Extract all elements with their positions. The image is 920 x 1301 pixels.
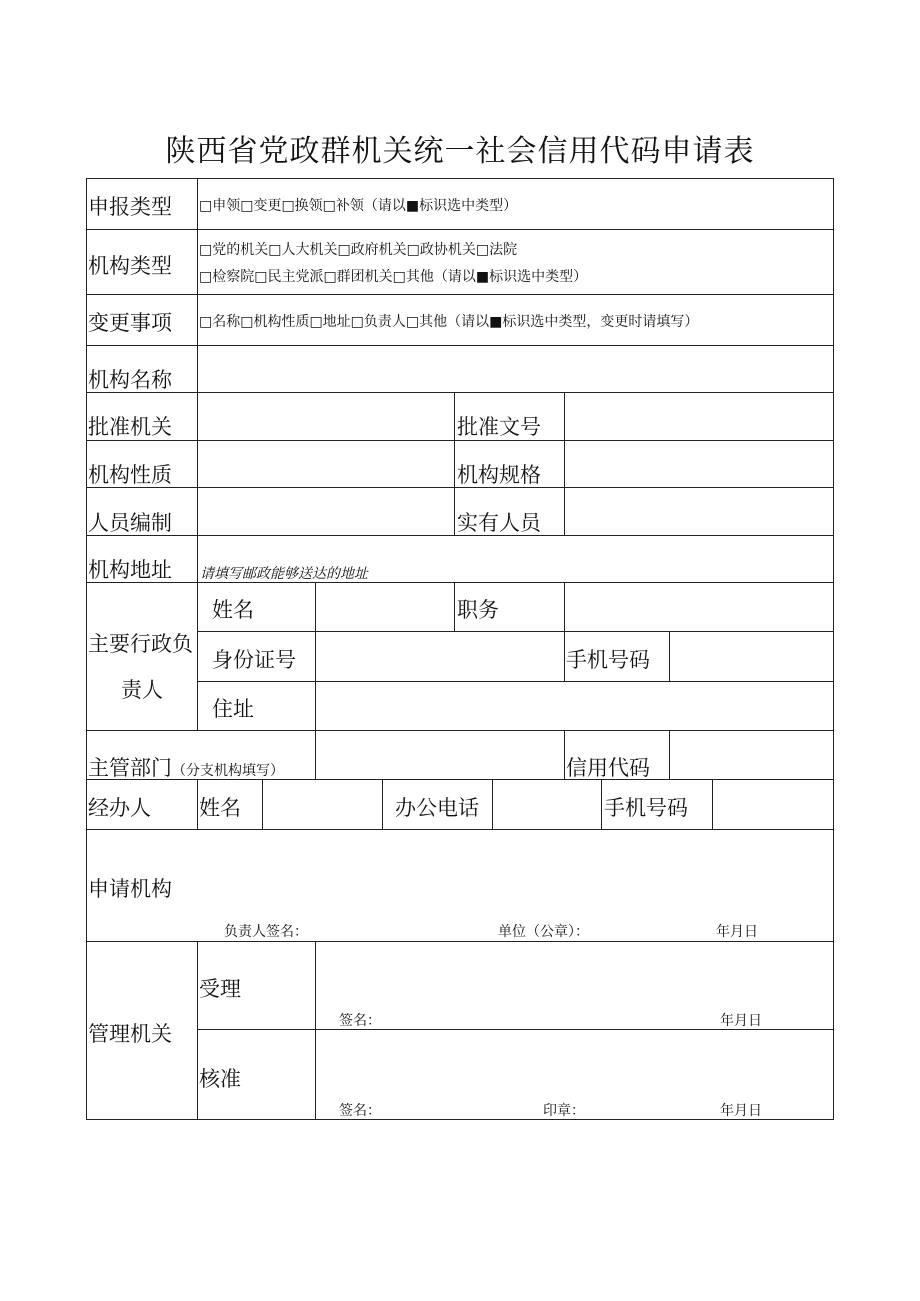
change-items-options[interactable]: □名称□机构性质□地址□负责人□其他（请以■标识选中类型，变更时请填写） bbox=[199, 314, 699, 330]
org-type-options-line2[interactable]: □检察院□民主党派□群团机关□其他（请以■标识选中类型） bbox=[199, 269, 588, 285]
accept-sign: 签名： bbox=[339, 1013, 381, 1029]
org-type-options-line1[interactable]: □党的机关□人大机关□政府机关□政协机关□法院 bbox=[199, 242, 518, 258]
admin-head-id-label: 身份证号 bbox=[212, 648, 296, 672]
management-label: 管理机关 bbox=[88, 1022, 172, 1046]
col-border bbox=[669, 631, 670, 681]
approve-label: 核准 bbox=[199, 1067, 241, 1091]
admin-head-mobile-label: 手机号码 bbox=[566, 648, 650, 672]
col-border bbox=[669, 730, 670, 779]
row-border bbox=[86, 345, 834, 346]
approval-doc-field[interactable] bbox=[566, 394, 831, 438]
row-border bbox=[86, 941, 834, 942]
admin-head-position-label: 职务 bbox=[457, 598, 499, 622]
handler-label: 经办人 bbox=[88, 796, 151, 820]
admin-head-address-label: 住址 bbox=[212, 697, 254, 721]
row-border bbox=[86, 229, 834, 230]
org-nature-label: 机构性质 bbox=[88, 463, 172, 487]
applicant-date: 年月日 bbox=[716, 924, 758, 940]
org-nature-field[interactable] bbox=[199, 442, 452, 485]
supervisor-label-group bbox=[88, 752, 284, 782]
row-border bbox=[86, 730, 834, 731]
applicant-label: 申请机构 bbox=[88, 877, 172, 901]
row-border bbox=[86, 178, 834, 179]
col-border bbox=[712, 779, 713, 829]
admin-head-name-field[interactable] bbox=[317, 584, 452, 629]
col-border bbox=[492, 779, 493, 829]
admin-head-name-label: 姓名 bbox=[212, 598, 254, 622]
admin-head-label-line1: 主要行政负 bbox=[88, 632, 193, 656]
staffing-field[interactable] bbox=[199, 489, 452, 533]
row-border bbox=[86, 582, 834, 583]
handler-office-phone-label: 办公电话 bbox=[395, 796, 479, 820]
col-border bbox=[564, 392, 565, 535]
org-scale-label: 机构规格 bbox=[457, 463, 541, 487]
accept-field[interactable] bbox=[317, 943, 831, 1007]
applicant-field[interactable] bbox=[199, 831, 831, 911]
credit-code-label: 信用代码 bbox=[566, 756, 650, 780]
supervisor-field[interactable] bbox=[317, 732, 562, 777]
col-border bbox=[833, 178, 834, 1119]
actual-staff-label: 实有人员 bbox=[457, 511, 541, 535]
org-name-field[interactable] bbox=[199, 347, 831, 390]
col-border bbox=[564, 730, 565, 779]
approve-seal: 印章： bbox=[543, 1103, 585, 1119]
approve-field[interactable] bbox=[317, 1031, 831, 1097]
row-border bbox=[86, 392, 834, 393]
col-border bbox=[197, 941, 198, 1119]
col-border bbox=[315, 582, 316, 779]
row-border bbox=[197, 631, 834, 632]
org-type-label: 机构类型 bbox=[88, 254, 172, 278]
approval-doc-label: 批准文号 bbox=[457, 415, 541, 439]
accept-date: 年月日 bbox=[720, 1013, 762, 1029]
col-border bbox=[315, 941, 316, 1119]
org-address-label: 机构地址 bbox=[88, 558, 172, 582]
actual-staff-field[interactable] bbox=[566, 489, 831, 533]
col-border bbox=[564, 631, 565, 681]
approve-sign: 签名： bbox=[339, 1103, 381, 1119]
admin-head-mobile-field[interactable] bbox=[671, 633, 831, 679]
staffing-label: 人员编制 bbox=[88, 511, 172, 535]
admin-head-label-line2: 责人 bbox=[121, 678, 163, 702]
change-items-label: 变更事项 bbox=[88, 311, 172, 335]
report-type-label: 申报类型 bbox=[88, 195, 172, 219]
handler-mobile-label: 手机号码 bbox=[604, 796, 688, 820]
col-border bbox=[262, 779, 263, 829]
admin-head-address-field[interactable] bbox=[317, 683, 831, 728]
row-border bbox=[197, 681, 834, 682]
row-border bbox=[86, 294, 834, 295]
col-border bbox=[564, 582, 565, 631]
col-border bbox=[86, 178, 87, 1119]
applicant-unit-seal: 单位（公章）： bbox=[498, 924, 589, 940]
credit-code-field[interactable] bbox=[671, 732, 831, 777]
org-scale-field[interactable] bbox=[566, 442, 831, 485]
supervisor-label: 主管部门 bbox=[88, 756, 172, 780]
accept-label: 受理 bbox=[199, 977, 241, 1001]
report-type-options[interactable]: □申领□变更□换领□补领（请以■标识选中类型） bbox=[199, 198, 518, 214]
col-border bbox=[197, 178, 198, 730]
col-border bbox=[454, 392, 455, 535]
row-border bbox=[86, 829, 834, 830]
form-title: 陕西省党政群机关统一社会信用代码申请表 bbox=[165, 134, 755, 169]
handler-office-phone-field[interactable] bbox=[494, 781, 599, 827]
applicant-head-sign: 负责人签名： bbox=[224, 924, 308, 940]
col-border bbox=[197, 779, 198, 829]
org-address-hint[interactable]: 请填写邮政能够送达的地址 bbox=[200, 566, 368, 582]
approval-org-field[interactable] bbox=[199, 394, 452, 438]
col-border bbox=[454, 582, 455, 631]
handler-mobile-field[interactable] bbox=[714, 781, 831, 827]
handler-name-field[interactable] bbox=[264, 781, 380, 827]
supervisor-note: （分支机构填写） bbox=[172, 763, 284, 779]
approval-org-label: 批准机关 bbox=[88, 415, 172, 439]
col-border bbox=[382, 779, 383, 829]
org-name-label: 机构名称 bbox=[88, 368, 172, 392]
col-border bbox=[601, 779, 602, 829]
admin-head-id-field[interactable] bbox=[317, 633, 562, 679]
approve-date: 年月日 bbox=[720, 1103, 762, 1119]
admin-head-position-field[interactable] bbox=[566, 584, 831, 629]
handler-name-label: 姓名 bbox=[199, 796, 241, 820]
